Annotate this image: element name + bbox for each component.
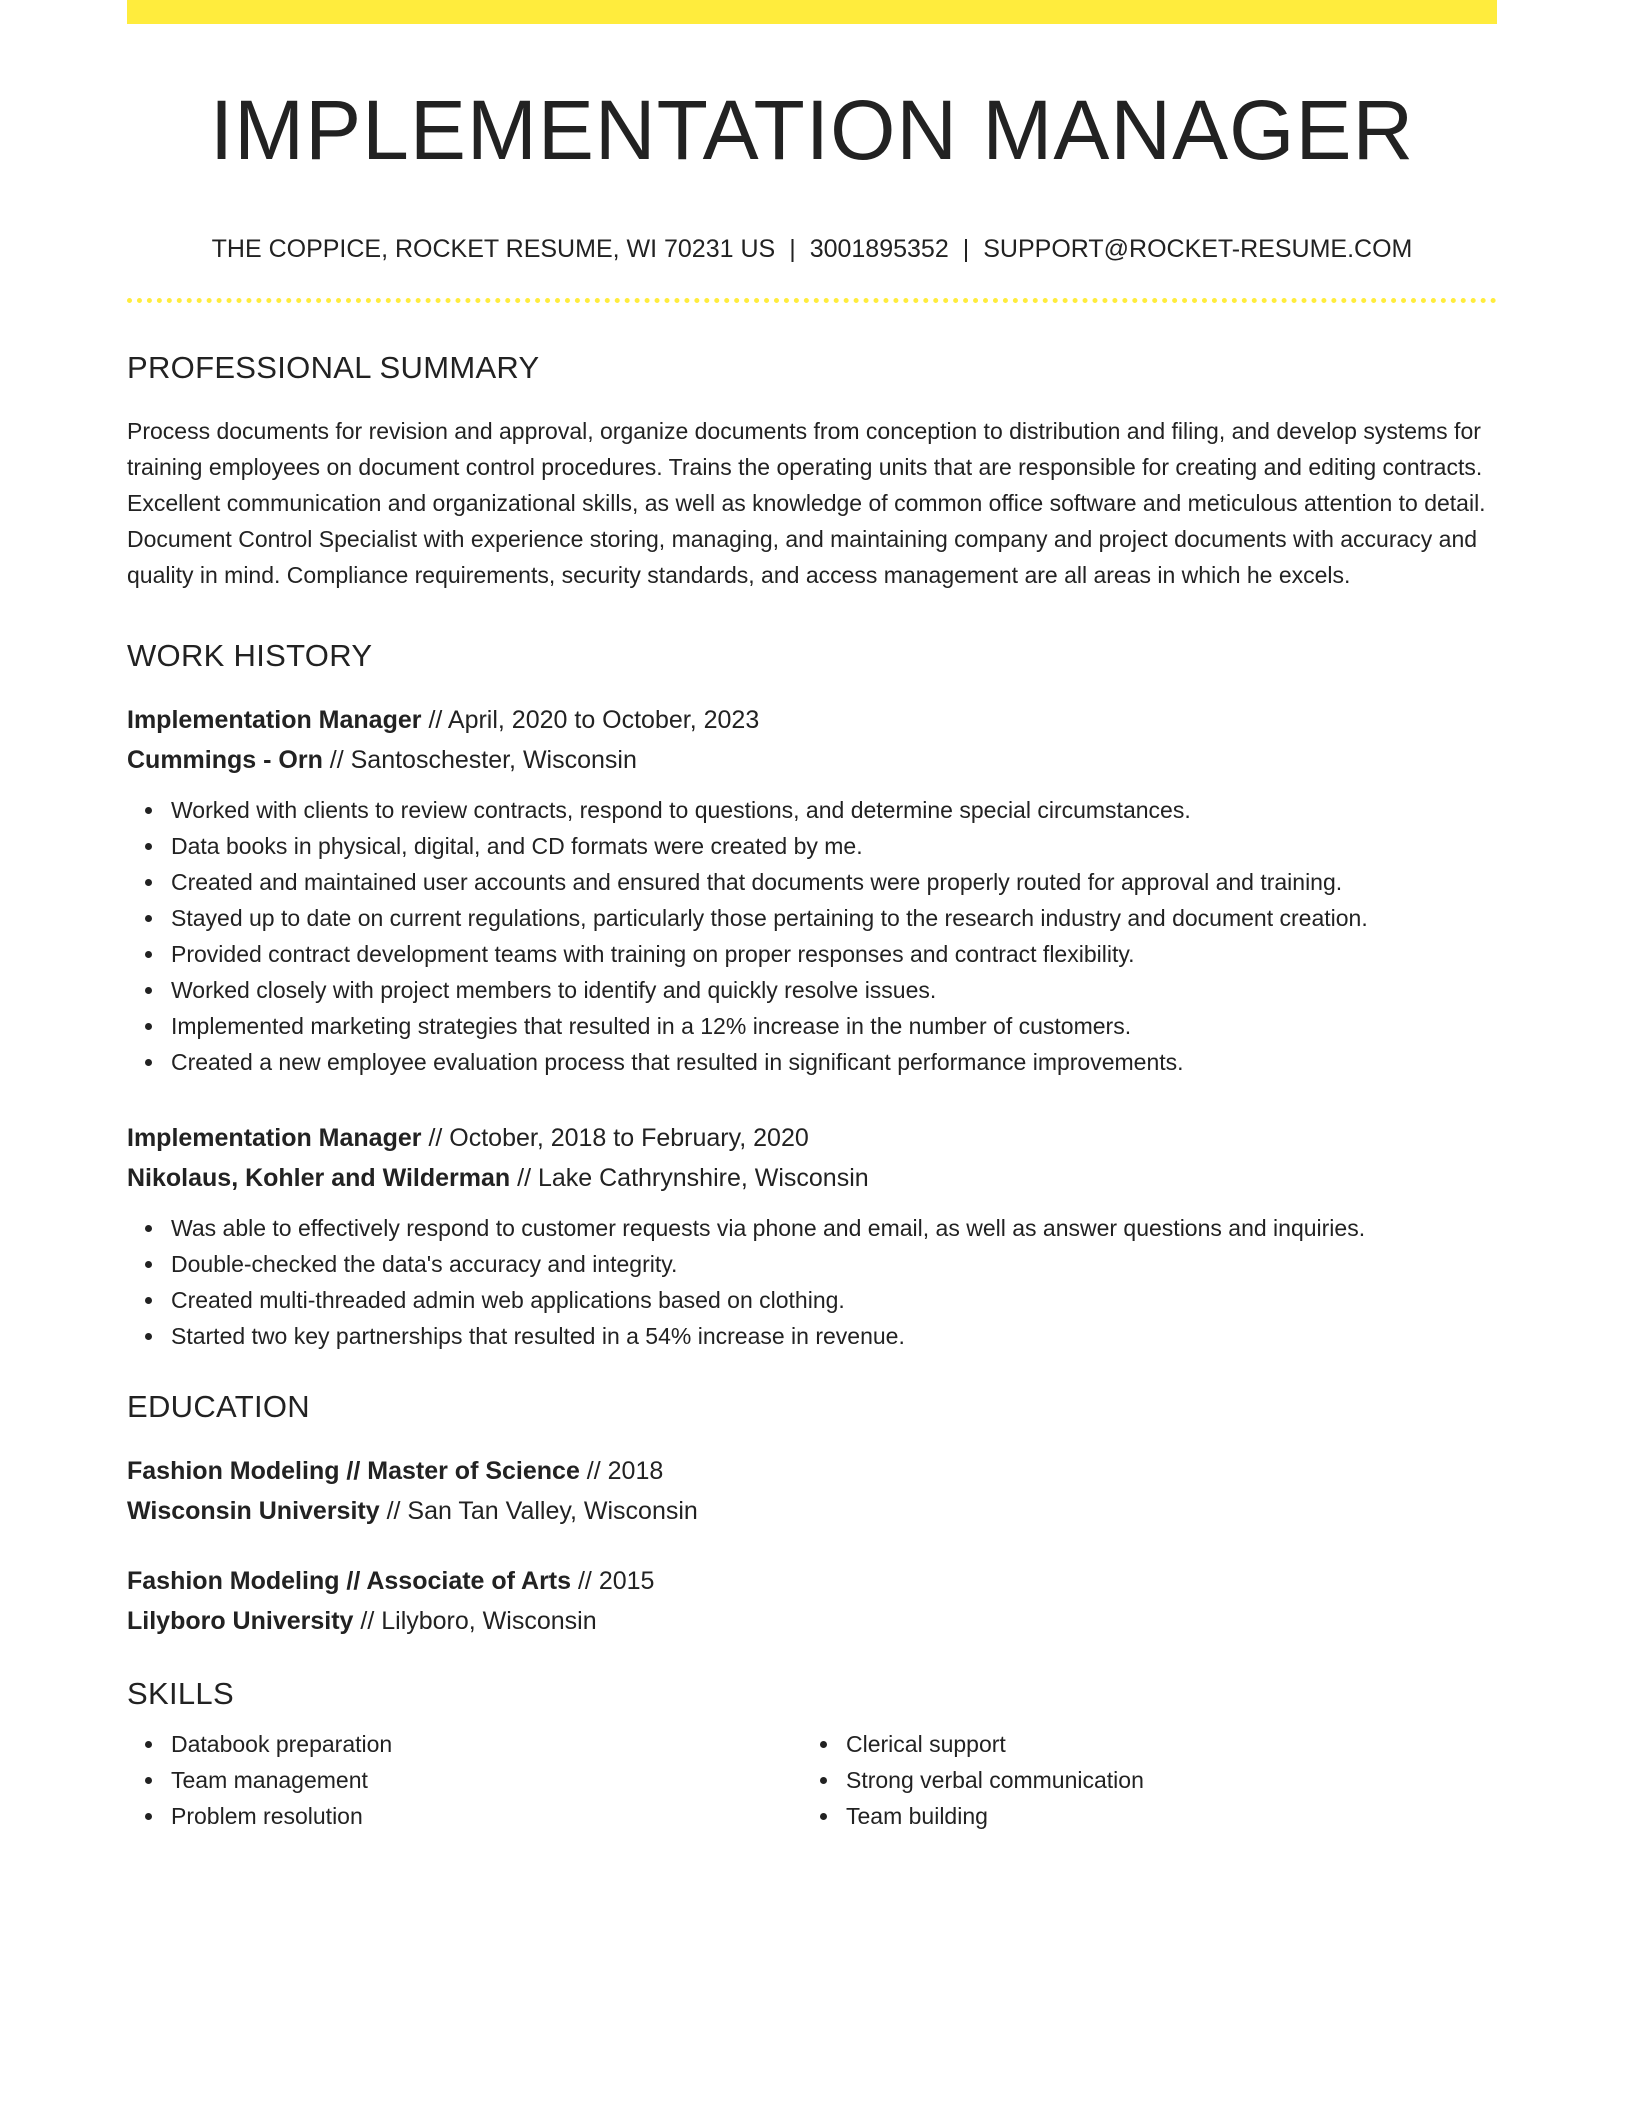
job-company: Nikolaus, Kohler and Wilderman (127, 1163, 511, 1192)
resume-name: IMPLEMENTATION MANAGER (209, 83, 1415, 177)
list-item: Worked closely with project members to identify and quickly resolve issues. (171, 972, 1497, 1008)
list-item: Problem resolution (171, 1798, 802, 1834)
job-role: Implementation Manager (127, 705, 422, 734)
job-role-line (127, 1118, 1497, 1158)
education-school-line (127, 1491, 1497, 1531)
list-item: Worked with clients to review contracts, respond to questions, and determine special circumstances. (171, 792, 1497, 828)
list-item: Clerical support (846, 1726, 1477, 1762)
education-school-line (127, 1601, 1497, 1641)
section-title-work-history: WORK HISTORY (127, 637, 373, 673)
education-year: // 2018 (579, 1456, 664, 1485)
section-title-summary: PROFESSIONAL SUMMARY (127, 350, 540, 386)
contact-email: SUPPORT@ROCKET-RESUME.COM (983, 235, 1413, 264)
job-company-line (127, 1158, 1497, 1198)
contact-separator: | (962, 235, 970, 264)
job-entry (127, 700, 1497, 1080)
job-bullet-list (127, 1210, 1497, 1354)
list-item: Was able to effectively respond to customer requests via phone and email, as well as answer questions and inquiries. (171, 1210, 1497, 1246)
education-degree: Fashion Modeling // Master of Science (127, 1456, 580, 1485)
education-location: // Lilyboro, Wisconsin (353, 1606, 597, 1635)
job-company: Cummings - Orn (127, 745, 323, 774)
list-item: Team building (846, 1798, 1477, 1834)
job-company-line (127, 740, 1497, 780)
contact-phone: 3001895352 (809, 235, 949, 264)
skills-list-left (127, 1726, 802, 1834)
job-role: Implementation Manager (127, 1123, 422, 1152)
skills-grid (127, 1726, 1497, 1834)
list-item: Double-checked the data's accuracy and integrity. (171, 1246, 1497, 1282)
education-degree-line (127, 1451, 1497, 1491)
list-item: Stayed up to date on current regulations, particularly those pertaining to the research industry and document creation. (171, 900, 1497, 936)
list-item: Created a new employee evaluation process that resulted in significant performance improvements. (171, 1044, 1497, 1080)
section-title-skills: SKILLS (127, 1675, 234, 1711)
education-entry (127, 1561, 1497, 1641)
education-degree: Fashion Modeling // Associate of Arts (127, 1566, 572, 1595)
job-dates: // April, 2020 to October, 2023 (421, 705, 760, 734)
list-item: Team management (171, 1762, 802, 1798)
skills-list-right (802, 1726, 1477, 1834)
job-bullet-list (127, 792, 1497, 1080)
education-school: Lilyboro University (127, 1606, 354, 1635)
job-location: // Lake Cathrynshire, Wisconsin (510, 1163, 869, 1192)
resume-page (127, 0, 1497, 1834)
list-item: Created multi-threaded admin web applications based on clothing. (171, 1282, 1497, 1318)
list-item: Strong verbal communication (846, 1762, 1477, 1798)
education-degree-line (127, 1561, 1497, 1601)
education-year: // 2015 (571, 1566, 655, 1595)
summary-paragraph: Process documents for revision and approval, organize documents from conception to distribution and filing, and develop systems for training employees on document control procedures. Trains the operating units that are responsible for creating and editing contracts. Excellent communication and organizational skills, as well as knowledge of common office software and meticulous attention to detail. Document Control Specialist with experience storing, managing, and maintaining company and project documents with accuracy and quality in mind. Compliance requirements, security standards, and access management are all areas in which he excels. (127, 417, 1486, 588)
contact-line (127, 234, 1497, 264)
list-item: Data books in physical, digital, and CD formats were created by me. (171, 828, 1497, 864)
job-location: // Santoschester, Wisconsin (322, 745, 637, 774)
contact-separator: | (789, 235, 796, 264)
dotted-divider (127, 298, 1497, 303)
job-role-line (127, 700, 1497, 740)
list-item: Provided contract development teams with training on proper responses and contract flexibility. (171, 936, 1497, 972)
contact-address: THE COPPICE, ROCKET RESUME, WI 70231 US (211, 235, 776, 264)
list-item: Started two key partnerships that resulted in a 54% increase in revenue. (171, 1318, 1497, 1354)
education-location: // San Tan Valley, Wisconsin (379, 1496, 698, 1525)
list-item: Databook preparation (171, 1726, 802, 1762)
list-item: Implemented marketing strategies that resulted in a 12% increase in the number of customers. (171, 1008, 1497, 1044)
accent-top-bar (127, 0, 1497, 24)
list-item: Created and maintained user accounts and ensured that documents were properly routed for approval and training. (171, 864, 1497, 900)
education-school: Wisconsin University (127, 1496, 380, 1525)
job-dates: // October, 2018 to February, 2020 (421, 1123, 809, 1152)
job-entry (127, 1118, 1497, 1354)
education-entry (127, 1451, 1497, 1531)
section-title-education: EDUCATION (127, 1388, 310, 1424)
